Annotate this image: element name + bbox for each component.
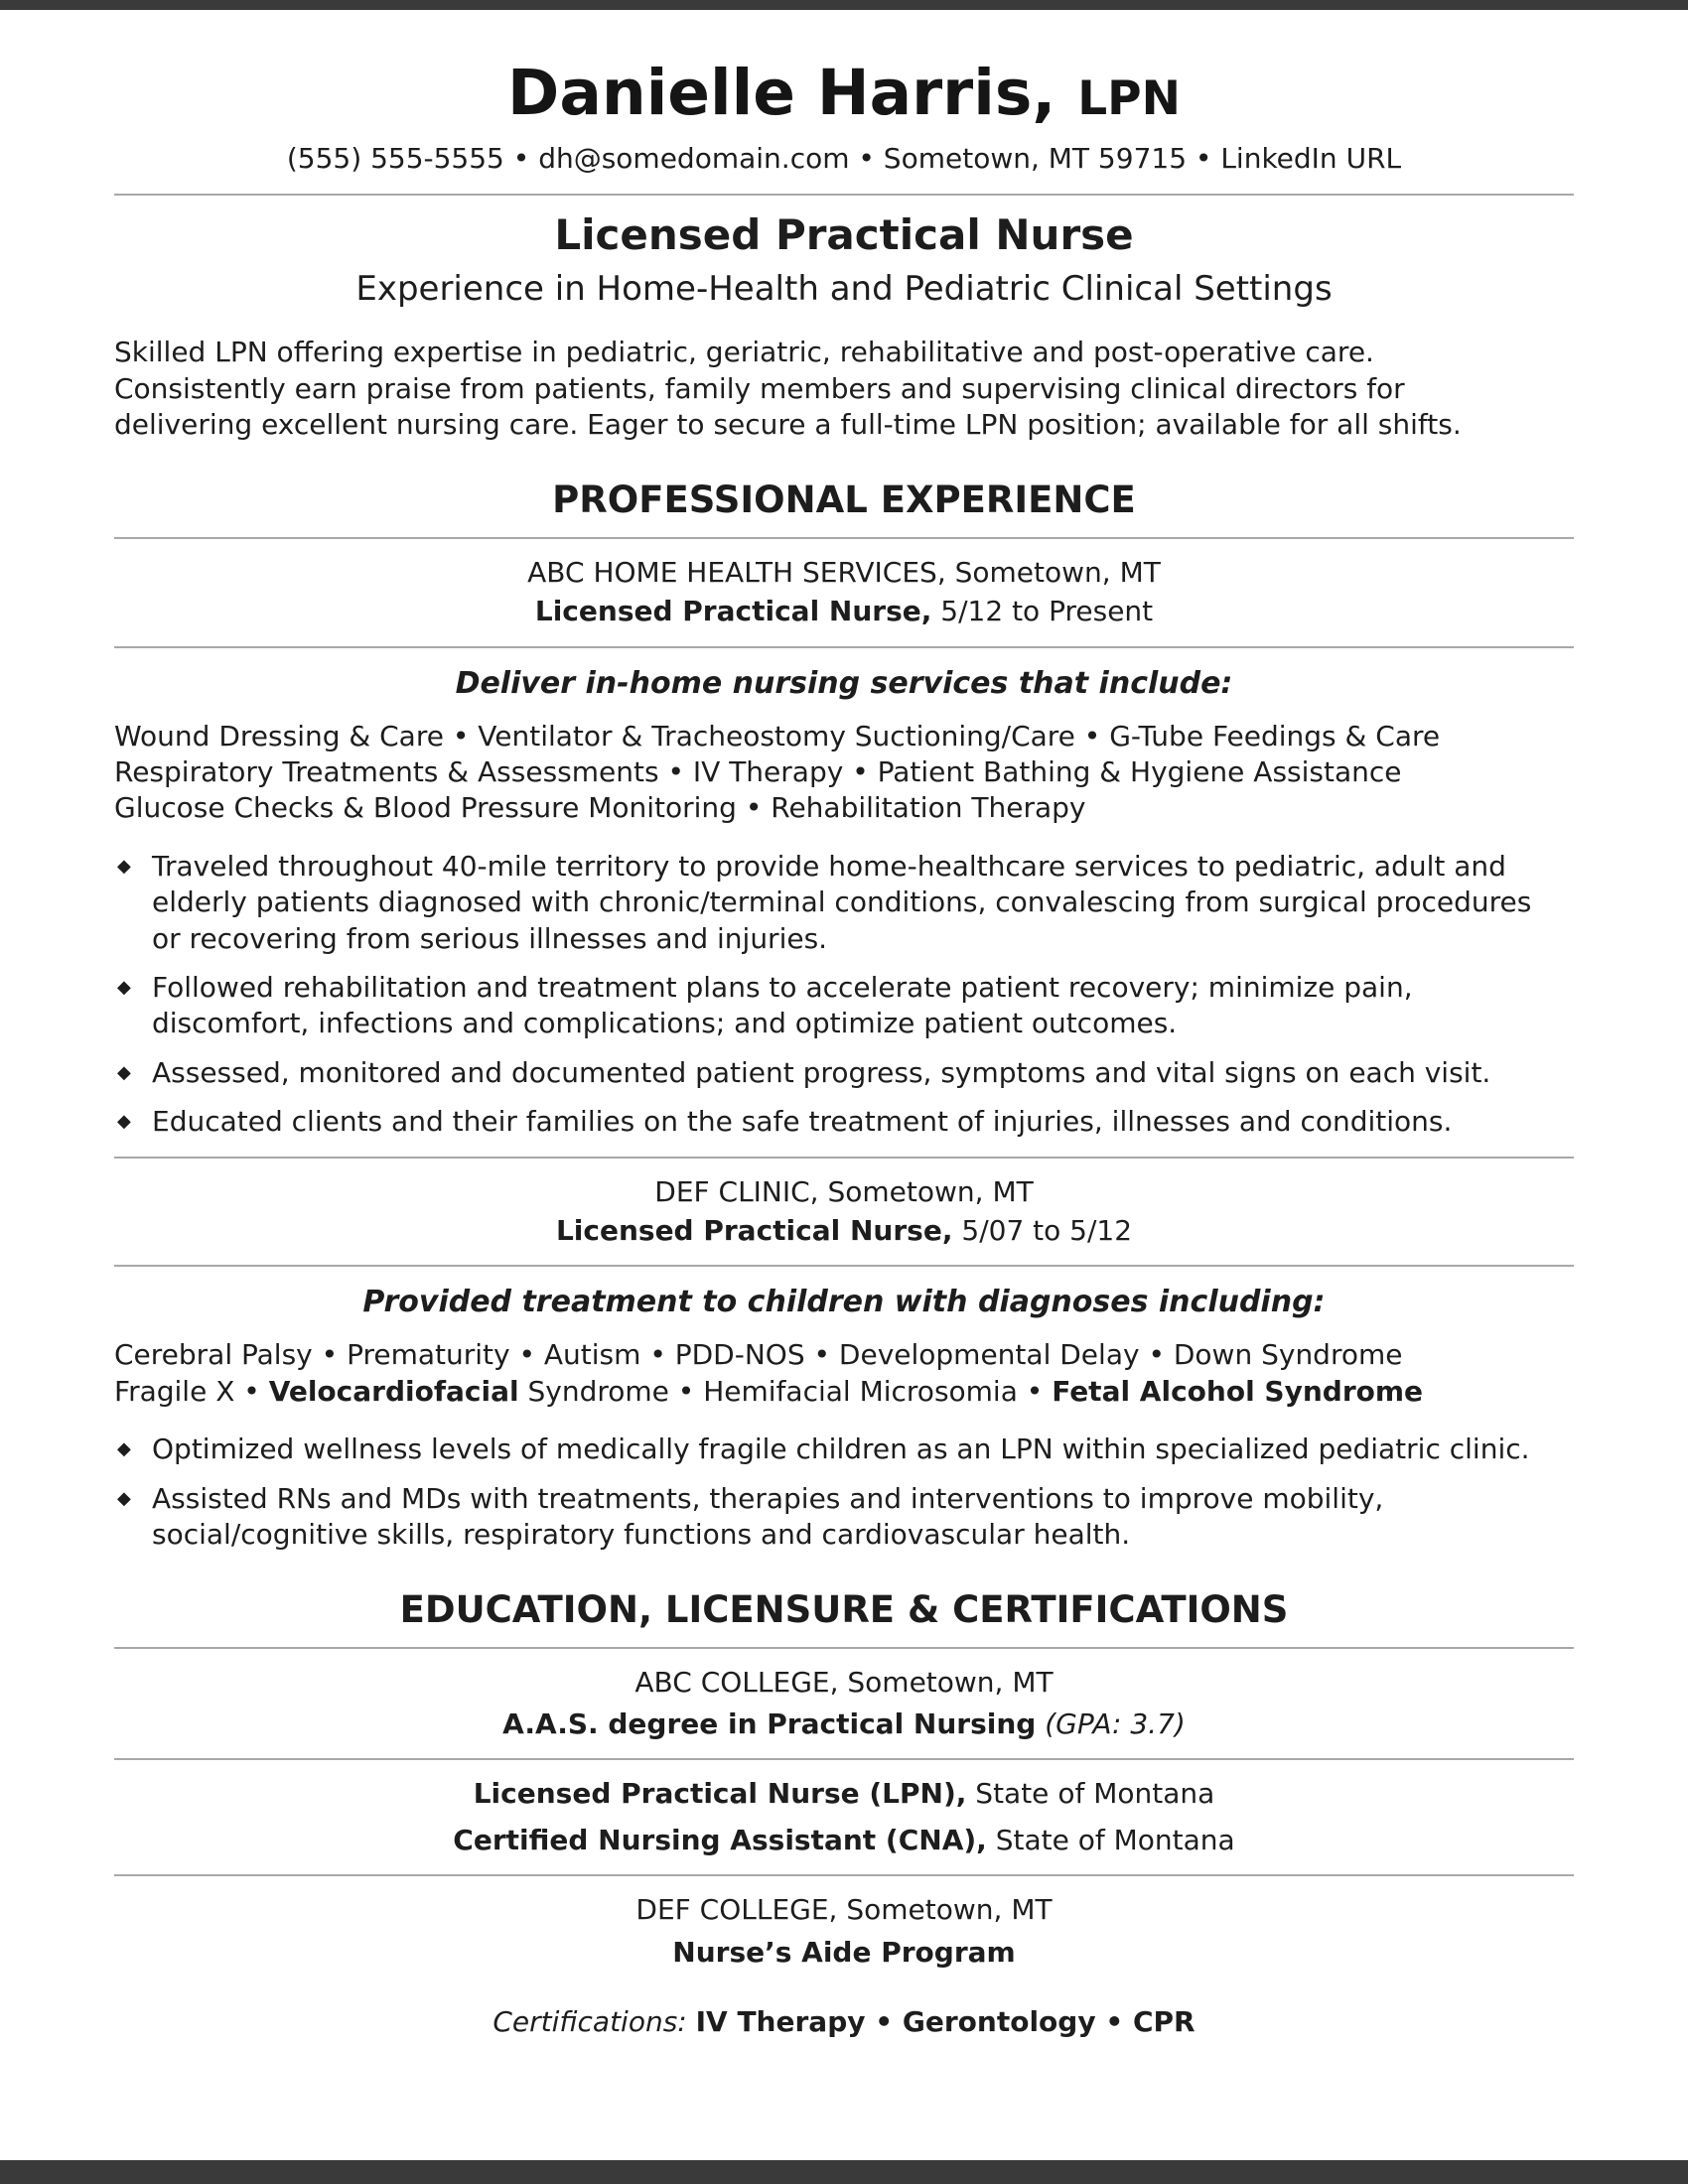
bullet-item [114, 1104, 1574, 1140]
certifications-label: Certifications: [492, 2005, 687, 2039]
bullet-text: Traveled throughout 40-mile territory to provide home-healthcare services to pediatric, adult and elderly patients diagnosed with chronic/terminal conditions, convalescing from surgical procedures or recovering from serious illnesses and injuries. [152, 849, 1532, 955]
diamond-bullet-icon: ◆ [117, 977, 131, 998]
section-heading-education: EDUCATION, LICENSURE & CERTIFICATIONS [399, 1588, 1289, 1632]
job2-bullet-list [114, 1432, 1574, 1553]
contact-line: (555) 555-5555 • dh@somedomain.com • Sometown, MT 59715 • LinkedIn URL [286, 142, 1402, 176]
role-dates-job1: 5/12 to Present [940, 595, 1154, 628]
services-line: Wound Dressing & Care • Ventilator & Tracheostomy Suctioning/Care • G-Tube Feedings & Care [114, 719, 1441, 752]
bullet-text: Optimized wellness levels of medically fragile children as an LPN within specialized pediatric clinic. [152, 1433, 1530, 1466]
divider [114, 1758, 1574, 1760]
job1-services-list [114, 719, 1574, 827]
bullet-text: Followed rehabilitation and treatment plans to accelerate patient recovery; minimize pain, discomfort, infections and complications; and optimize patient outcomes. [152, 971, 1413, 1040]
license-line-lpn [114, 1776, 1574, 1812]
candidate-name [114, 58, 1574, 129]
divider [114, 537, 1574, 539]
resume-title: Licensed Practical Nurse [554, 209, 1134, 259]
divider [114, 1265, 1574, 1267]
college1-degree-line [114, 1706, 1574, 1742]
degree-gpa: (GPA: 3.7) [1045, 1707, 1186, 1741]
diamond-bullet-icon: ◆ [117, 855, 131, 877]
bullet-item [114, 970, 1574, 1042]
page-top-border [0, 0, 1688, 10]
role-line-job2 [114, 1213, 1574, 1249]
certifications-items: IV Therapy • Gerontology • CPR [695, 2005, 1196, 2039]
resume-subtitle: Experience in Home-Health and Pediatric Clinical Settings [355, 269, 1333, 310]
diagnoses-line: Fragile X • Velocardiofacial Syndrome • Hemifacial Microsomia • Fetal Alcohol Syndrome [114, 1374, 1424, 1408]
certifications-line [114, 2004, 1574, 2040]
diamond-bullet-icon: ◆ [117, 1487, 131, 1509]
diamond-bullet-icon: ◆ [117, 1111, 131, 1133]
license-line-cna [114, 1823, 1574, 1858]
bullet-text: Educated clients and their families on the safe treatment of injuries, illnesses and conditions. [152, 1105, 1453, 1139]
diagnoses-line: Cerebral Palsy • Prematurity • Autism • PDD-NOS • Developmental Delay • Down Syndrome [114, 1338, 1403, 1372]
section-heading-experience: PROFESSIONAL EXPERIENCE [552, 478, 1136, 522]
role-title-job1: Licensed Practical Nurse, [534, 595, 932, 628]
diamond-bullet-icon: ◆ [117, 1061, 131, 1083]
candidate-credential: LPN [1077, 71, 1181, 126]
college2-program: Nurse’s Aide Program [672, 1935, 1016, 1969]
bullet-item [114, 1055, 1574, 1091]
candidate-name-text: Danielle Harris, [507, 57, 1056, 129]
license-title: Licensed Practical Nurse (LPN), [473, 1777, 967, 1811]
college1-school: ABC COLLEGE, Sometown, MT [634, 1665, 1054, 1699]
bullet-item [114, 1432, 1574, 1467]
role-line-job1 [114, 594, 1574, 629]
license-title: Certified Nursing Assistant (CNA), [453, 1823, 987, 1856]
divider [114, 646, 1574, 648]
diamond-bullet-icon: ◆ [117, 1438, 131, 1460]
summary-paragraph [114, 335, 1574, 443]
bullet-text: Assessed, monitored and documented patient progress, symptoms and vital signs on each visit. [152, 1055, 1491, 1089]
job2-tagline: Provided treatment to children with diagnoses including: [362, 1285, 1326, 1320]
divider [114, 194, 1574, 196]
job1-bullet-list [114, 849, 1574, 1141]
degree-title: A.A.S. degree in Practical Nursing [502, 1707, 1037, 1741]
bullet-text: Assisted RNs and MDs with treatments, therapies and interventions to improve mobility, social/cognitive skills, respiratory functions and cardiovascular health. [152, 1481, 1384, 1551]
license-region: State of Montana [975, 1777, 1215, 1811]
page-bottom-border [0, 2160, 1688, 2184]
employer-line-job1: ABC HOME HEALTH SERVICES, Sometown, MT [527, 555, 1161, 589]
services-line: Respiratory Treatments & Assessments • IV Therapy • Patient Bathing & Hygiene Assistance [114, 755, 1402, 789]
employer-line-job2: DEF CLINIC, Sometown, MT [654, 1174, 1034, 1208]
divider [114, 1874, 1574, 1876]
job1-tagline: Deliver in-home nursing services that include: [455, 665, 1233, 701]
summary-line: Skilled LPN offering expertise in pediatric, geriatric, rehabilitative and post-operative care. [114, 336, 1374, 369]
college2-school: DEF COLLEGE, Sometown, MT [635, 1893, 1053, 1927]
job2-diagnoses-list [114, 1337, 1574, 1410]
role-dates-job2: 5/07 to 5/12 [961, 1213, 1133, 1247]
summary-line: Consistently earn praise from patients, family members and supervising clinical directors for [114, 371, 1405, 405]
divider [114, 1157, 1574, 1159]
license-region: State of Montana [995, 1823, 1235, 1856]
services-line: Glucose Checks & Blood Pressure Monitoring • Rehabilitation Therapy [114, 791, 1086, 825]
divider [114, 1647, 1574, 1649]
summary-line: delivering excellent nursing care. Eager to secure a full-time LPN position; available for all shifts. [114, 408, 1462, 442]
bullet-item [114, 849, 1574, 957]
bullet-item [114, 1481, 1574, 1554]
role-title-job2: Licensed Practical Nurse, [555, 1213, 953, 1247]
